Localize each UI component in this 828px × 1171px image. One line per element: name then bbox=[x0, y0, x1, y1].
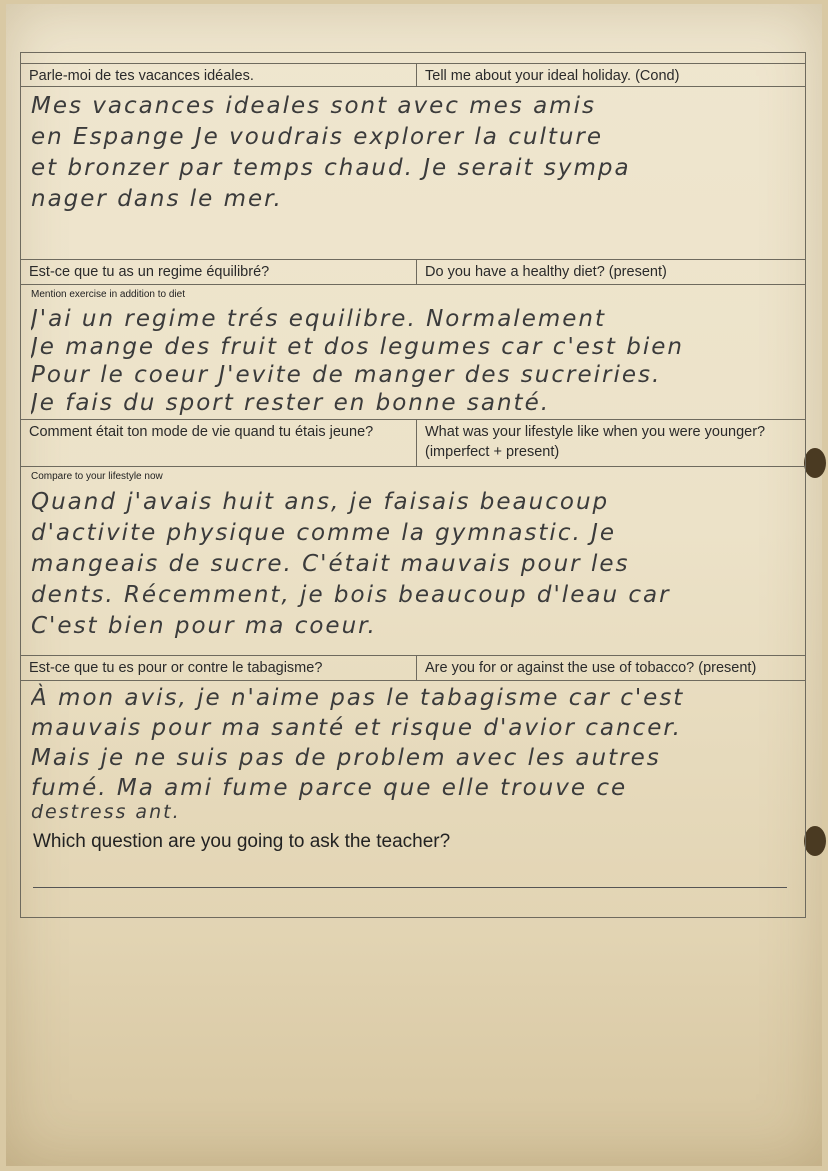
question-row-lifestyle bbox=[21, 419, 805, 467]
worksheet-table bbox=[20, 52, 806, 918]
answer-lifestyle bbox=[31, 487, 795, 642]
question-fr: Parle-moi de tes vacances idéales. bbox=[21, 64, 417, 86]
question-row-holiday bbox=[21, 63, 805, 87]
answer-line: fumé. Ma ami fume parce que elle trouve ce bbox=[31, 775, 628, 801]
answer-line: Mais je ne suis pas de problem avec les autres bbox=[31, 745, 661, 771]
answer-line: dents. Récemment, je bois beaucoup d'leau car bbox=[31, 582, 671, 608]
instruction-note: Compare to your lifestyle now bbox=[31, 471, 163, 482]
answer-line: en Espange Je voudrais explorer la culture bbox=[31, 124, 604, 150]
answer-line: C'est bien pour ma coeur. bbox=[31, 613, 377, 639]
answer-line: Pour le coeur J'evite de manger des sucreiries. bbox=[31, 362, 662, 388]
punch-hole-top bbox=[804, 448, 826, 478]
worksheet-page bbox=[6, 4, 822, 1166]
question-en: Tell me about your ideal holiday. (Cond) bbox=[425, 68, 680, 84]
answer-line: mangeais de sucre. C'était mauvais pour les bbox=[31, 551, 630, 577]
answer-line: d'activite physique comme la gymnastic. Je bbox=[31, 520, 617, 546]
instruction-note: Mention exercise in addition to diet bbox=[31, 289, 185, 300]
answer-line: Quand j'avais huit ans, je faisais beaucoup bbox=[31, 489, 610, 515]
question-en: What was your lifestyle like when you were younger? (imperfect + present) bbox=[425, 424, 766, 460]
question-row-tobacco bbox=[21, 655, 805, 681]
final-question: Which question are you going to ask the teacher? bbox=[33, 831, 451, 852]
answer-line: À mon avis, je n'aime pas le tabagisme car c'est bbox=[31, 685, 685, 711]
answer-tobacco bbox=[31, 683, 795, 821]
answer-diet bbox=[31, 305, 795, 417]
answer-line: destress ant. bbox=[31, 803, 181, 821]
answer-line: Je fais du sport rester en bonne santé. bbox=[31, 390, 551, 416]
question-fr: Comment était ton mode de vie quand tu étais jeune? bbox=[21, 420, 417, 466]
answer-line: Je mange des fruit et dos legumes car c'est bien bbox=[31, 334, 684, 360]
question-fr: Est-ce que tu as un regime équilibré? bbox=[21, 260, 417, 284]
question-row-diet bbox=[21, 259, 805, 285]
answer-write-line bbox=[33, 887, 787, 888]
answer-holiday bbox=[31, 91, 795, 215]
question-en: Are you for or against the use of tobacco? (present) bbox=[425, 660, 757, 676]
question-fr: Est-ce que tu es pour or contre le tabagisme? bbox=[21, 656, 417, 680]
answer-line: Mes vacances ideales sont avec mes amis bbox=[31, 93, 596, 119]
question-en: Do you have a healthy diet? (present) bbox=[425, 264, 667, 280]
answer-line: nager dans le mer. bbox=[31, 186, 283, 212]
answer-line: et bronzer par temps chaud. Je serait sympa bbox=[31, 155, 631, 181]
answer-line: J'ai un regime trés equilibre. Normalement bbox=[31, 306, 606, 332]
punch-hole-bottom bbox=[804, 826, 826, 856]
answer-line: mauvais pour ma santé et risque d'avior cancer. bbox=[31, 715, 682, 741]
